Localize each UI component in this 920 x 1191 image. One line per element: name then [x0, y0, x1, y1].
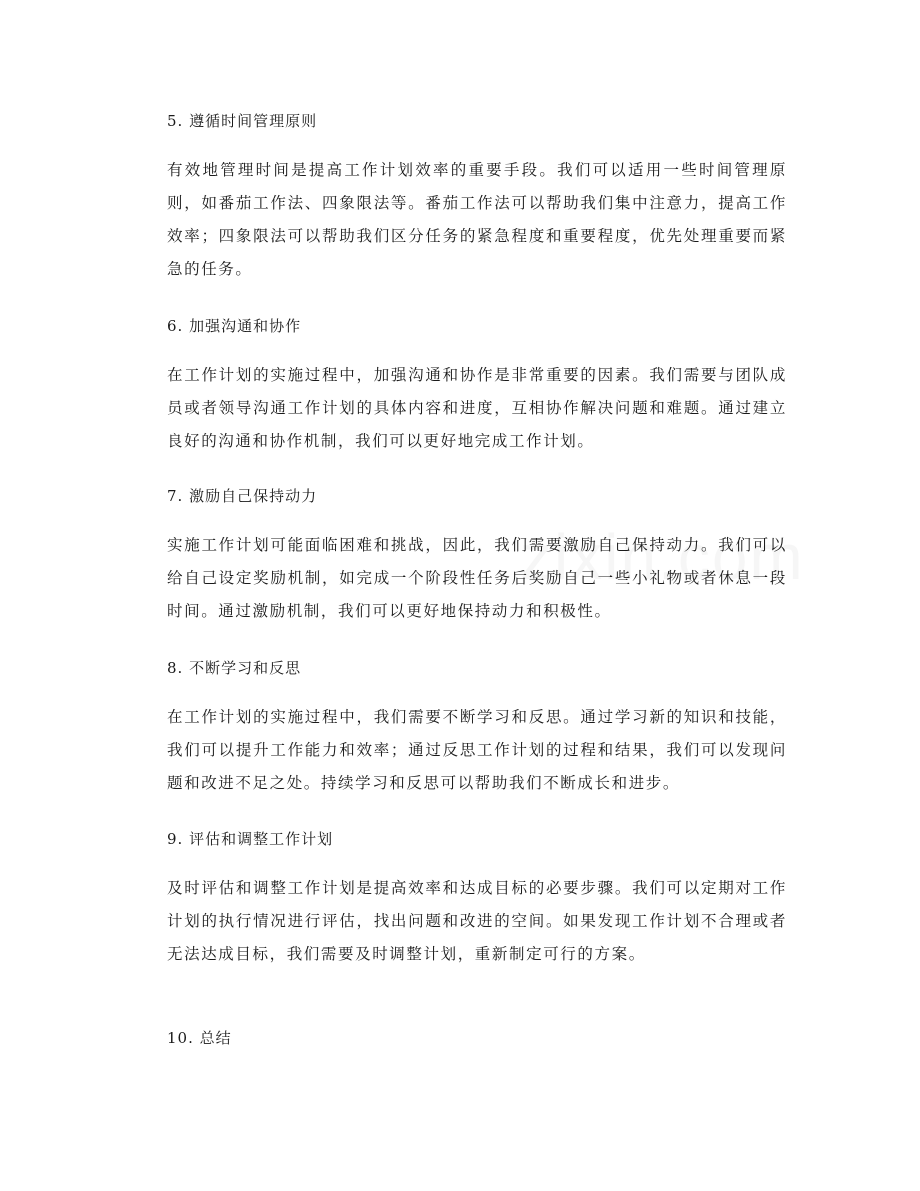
section-body-5: 有效地管理时间是提高工作计划效率的重要手段。我们可以适用一些时间管理原则，如番茄工作法、四象限法等。番茄工作法可以帮助我们集中注意力，提高工作效率；四象限法可以帮助我们区分任务的紧急程度和重要程度，优先处理重要而紧急的任务。	[167, 161, 787, 278]
section-heading-6: 6. 加强沟通和协作	[167, 317, 302, 335]
section-heading-8: 8. 不断学习和反思	[167, 659, 302, 677]
section-heading-10: 10. 总结	[167, 1029, 232, 1047]
section-heading-7: 7. 激励自己保持动力	[167, 487, 318, 505]
section-heading-9: 9. 评估和调整工作计划	[167, 830, 334, 848]
section-body-8: 在工作计划的实施过程中，我们需要不断学习和反思。通过学习新的知识和技能，我们可以提升工作能力和效率；通过反思工作计划的过程和结果，我们可以发现问题和改进不足之处。持续学习和反思可以帮助我们不断成长和进步。	[167, 708, 787, 792]
section-body-6: 在工作计划的实施过程中，加强沟通和协作是非常重要的因素。我们需要与团队成员或者领导沟通工作计划的具体内容和进度，互相协作解决问题和难题。通过建立良好的沟通和协作机制，我们可以更好地完成工作计划。	[167, 366, 787, 450]
section-body-7: 实施工作计划可能面临困难和挑战，因此，我们需要激励自己保持动力。我们可以给自己设定奖励机制，如完成一个阶段性任务后奖励自己一些小礼物或者休息一段时间。通过激励机制，我们可以更好地保持动力和积极性。	[167, 536, 787, 620]
section-body-9: 及时评估和调整工作计划是提高效率和达成目标的必要步骤。我们可以定期对工作计划的执行情况进行评估，找出问题和改进的空间。如果发现工作计划不合理或者无法达成目标，我们需要及时调整计划，重新制定可行的方案。	[167, 879, 787, 963]
section-heading-5: 5. 遵循时间管理原则	[167, 112, 318, 130]
